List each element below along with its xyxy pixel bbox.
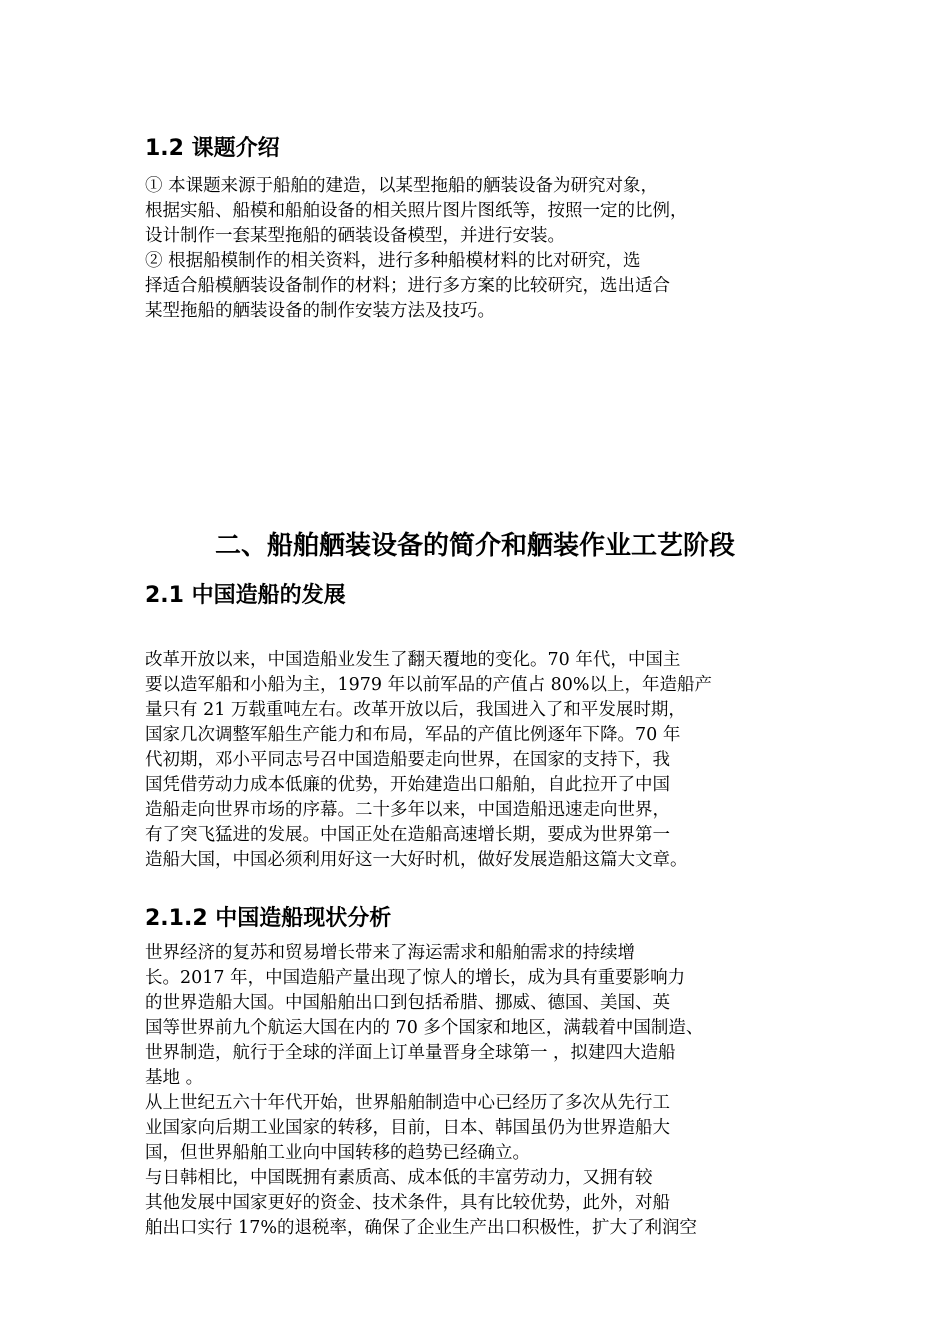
text-line: 设计制作一套某型拖船的硒装设备模型，并进行安装。 [145,226,565,246]
text-line: 业国家向后期工业国家的转移，目前，日本、韩国虽仍为世界造船大 [145,1118,670,1138]
text-line: 量只有 21 万载重吨左右。改革开放以后，我国进入了和平发展时期， [145,700,686,720]
paragraph-china-shipbuilding-development [145,648,712,873]
text-line: 择适合船模舾装设备制作的材料；进行多方案的比较研究，选出适合 [145,276,670,296]
text-line: 国凭借劳动力成本低廉的优势，开始建造出口船舶，自此拉开了中国 [145,775,670,795]
text-line: ② 根据船模制作的相关资料，进行多种船模材料的比对研究，选 [145,251,641,271]
text-line: 国等世界前九个航运大国在内的 70 多个国家和地区，满载着中国制造、 [145,1018,704,1038]
text-line: 与日韩相比，中国既拥有素质高、成本低的丰富劳动力，又拥有较 [145,1168,653,1188]
text-line: 造船大国，中国必须利用好这一大好时机，做好发展造船这篇大文章。 [145,850,688,870]
text-line: 国，但世界船舶工业向中国转移的趋势已经确立。 [145,1143,530,1163]
text-line: 其他发展中国家更好的资金、技术条件，具有比较优势，此外，对船 [145,1193,670,1213]
text-line: 世界制造，航行于全球的洋面上订单量晋身全球第一 ，拟建四大造船 [145,1043,676,1063]
text-line: ① 本课题来源于船舶的建造，以某型拖船的舾装设备为研究对象， [145,176,659,196]
paragraph-industry-transfer [145,1091,670,1166]
text-line: 的世界造船大国。中国船舶出口到包括希腊、挪威、德国、美国、英 [145,993,670,1013]
text-line: 长。2017 年，中国造船产量出现了惊人的增长，成为具有重要影响力 [145,968,686,988]
paragraph-current-status [145,941,703,1091]
chapter-title-2: 二、船舶舾装设备的简介和舾装作业工艺阶段 [214,531,735,561]
text-line: 世界经济的复苏和贸易增长带来了海运需求和船舶需求的持续增 [145,943,635,963]
section-heading-1-2: 1.2 课题介绍 [145,136,280,161]
text-line: 造船走向世界市场的序幕。二十多年以来，中国造船迅速走向世界， [145,800,670,820]
paragraph-comparison-japan-korea [145,1166,697,1241]
paragraph-topic-source [145,174,688,249]
text-line: 舶出口实行 17%的退税率，确保了企业生产出口积极性，扩大了利润空 [145,1218,697,1238]
text-line: 某型拖船的舾装设备的制作安装方法及技巧。 [145,301,495,321]
text-line: 改革开放以来，中国造船业发生了翻天覆地的变化。70 年代，中国主 [145,650,681,670]
text-line: 国家几次调整军船生产能力和布局，军品的产值比例逐年下降。70 年 [145,725,681,745]
section-heading-2-1: 2.1 中国造船的发展 [145,583,346,608]
paragraph-topic-materials [145,249,670,324]
text-line: 代初期，邓小平同志号召中国造船要走向世界，在国家的支持下，我 [145,750,670,770]
section-heading-2-1-2: 2.1.2 中国造船现状分析 [145,906,392,931]
text-line: 从上世纪五六十年代开始，世界船舶制造中心已经历了多次从先行工 [145,1093,670,1113]
text-line: 根据实船、船模和船舶设备的相关照片图片图纸等，按照一定的比例， [145,201,688,221]
text-line: 基地 。 [145,1068,204,1088]
text-line: 要以造军船和小船为主，1979 年以前军品的产值占 80%以上，年造船产 [145,675,713,695]
text-line: 有了突飞猛进的发展。中国正处在造船高速增长期，要成为世界第一 [145,825,670,845]
